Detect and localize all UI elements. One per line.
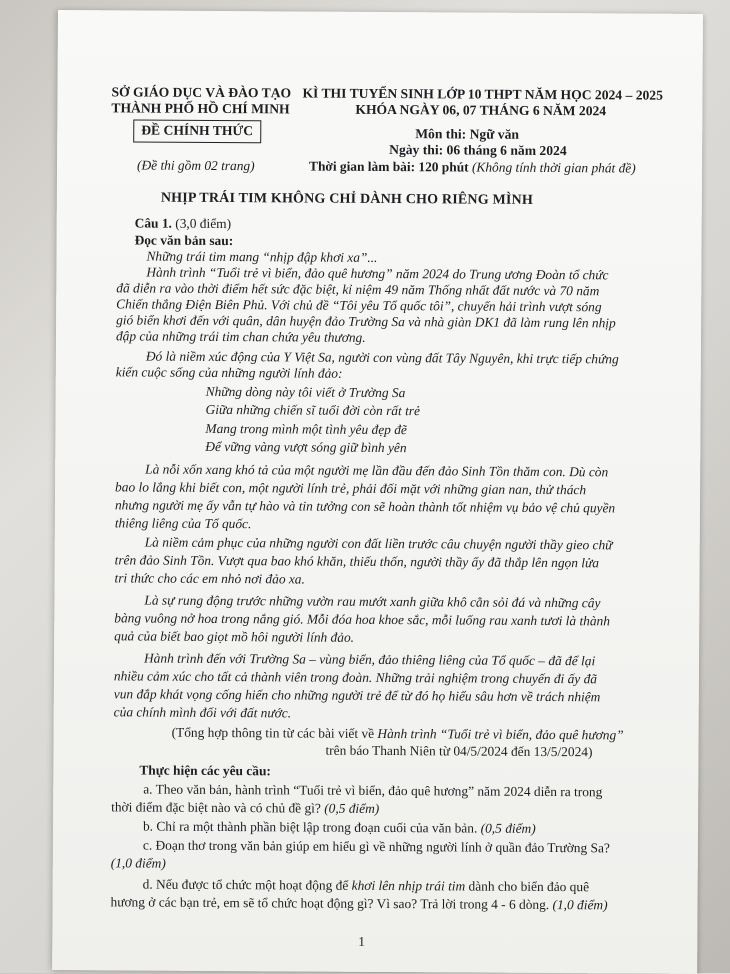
source-citation-dates: trên báo Thanh Niên từ 04/5/2024 đến 13/5/2024)	[325, 742, 593, 760]
passage-line: Hành trình đến với Trường Sa – vùng biển, đảo thiêng liêng của Tổ quốc – đã để lại	[143, 650, 596, 669]
passage-line: Chiến thắng Điện Biên Phủ. Với chủ đề “Tôi yêu Tổ quốc tôi”, chuyến hải trình vượt sóng	[116, 296, 602, 315]
city-name: THÀNH PHỐ HỒ CHÍ MINH	[111, 100, 290, 117]
question-1-label: Câu 1. (3,0 điểm)	[134, 215, 232, 232]
requirement-b: b. Chỉ ra một thành phần biệt lập trong đoạn cuối của văn bản. (0,5 điểm)	[142, 818, 536, 836]
passage-line: Đó là niềm xúc động của Y Việt Sa, người con vùng đất Tây Nguyên, khi trực tiếp chứng	[145, 348, 619, 367]
passage-line: bao lo lắng khi biết con, một người lính trẻ, phải đối mặt với những gian nan, thử thách	[115, 479, 587, 498]
exam-date: Ngày thi: 06 tháng 6 năm 2024	[389, 142, 567, 159]
passage-line: nhiều cảm xúc cho tất cả thành viên trong đoàn. Những trải nghiệm trong chuyến đi ấy đã	[113, 668, 598, 687]
page-number: 1	[358, 933, 366, 949]
official-label: ĐỀ CHÍNH THỨC	[141, 122, 254, 139]
poem-line: Những dòng này tôi viết ở Trường Sa	[205, 383, 406, 401]
department-name: SỞ GIÁO DỤC VÀ ĐÀO TẠO	[111, 84, 292, 101]
exam-paper	[52, 10, 703, 974]
poem-line: Mang trong mình một tình yêu đẹp đẽ	[205, 420, 407, 438]
exam-subject: Môn thi: Ngữ văn	[415, 126, 519, 142]
passage-line: nhưng người mẹ ấy vẫn tự hào và tin tưởng con sẽ hoàn thành tốt nhiệm vụ bảo vệ chủ quyền	[114, 497, 616, 516]
passage-line: tri thức cho các em nhỏ nơi đảo xa.	[114, 570, 305, 587]
passage-line: của chính mình đối với đất nước.	[113, 704, 292, 721]
passage-line: đã diễn ra vào thời điểm hết sức đặc biệt, kỉ niệm 49 năm Thống nhất đất nước và 70 năm	[116, 280, 600, 299]
requirement-d-cont: hương ở các bạn trẻ, em sẽ tổ chức hoạt động gì? Vì sao? Trả lời trong 4 - 6 dòng. (1,0 điểm)	[110, 894, 608, 913]
passage-line: gió biển khơi đến với quân, dân huyện đảo Trường Sa và nhà giàn DK1 đã làm rung lên nhịp	[116, 312, 616, 331]
passage-title: NHỊP TRÁI TIM KHÔNG CHỈ DÀNH CHO RIÊNG MÌNH	[160, 190, 534, 208]
passage-line: kiến cuộc sống của những người lính đảo:	[115, 364, 343, 381]
exam-time: Thời gian làm bài: 120 phút (Không tính thời gian phát đề)	[309, 158, 636, 176]
requirement-a-cont: thời điểm đặc biệt nào và có chủ đề gì? (0,5 điểm)	[111, 799, 380, 816]
passage-line: Là sự rung động trước những vườn rau mướt xanh giữa khô cằn sỏi đá và những cây	[144, 592, 601, 611]
passage-line: Là nỗi xốn xang khó tả của một người mẹ lần đầu đến đảo Sinh Tồn thăm con. Dù còn	[145, 461, 609, 480]
passage-line: Hành trình “Tuổi trẻ vì biển, đảo quê hương” năm 2024 do Trung ương Đoàn tổ chức	[146, 264, 609, 283]
exam-title: KÌ THI TUYỂN SINH LỚP 10 THPT NĂM HỌC 2024 – 2025	[302, 85, 663, 103]
poem-line: Để vững vàng vượt sóng giữ bình yên	[205, 438, 407, 456]
passage-line: quả của biết bao giọt mồ hôi người lính đảo.	[114, 628, 355, 645]
passage-line: đập của những trái tim chan chứa yêu thương.	[115, 328, 366, 345]
requirement-d: d. Nếu được tổ chức một hoạt động để khơi lên nhịp trái tim dành cho biển đảo quê	[142, 876, 590, 895]
passage-line: bàng vuông nở hoa trong nắng gió. Mỗi đóa hoa khoe sắc, mỗi luống rau xanh tươi là thành	[114, 610, 611, 629]
requirement-a: a. Theo văn bản, hành trình “Tuổi trẻ vì biển, đảo quê hương” năm 2024 diễn ra trong	[143, 781, 603, 800]
requirements-heading: Thực hiện các yêu cầu:	[139, 762, 271, 779]
requirement-c: c. Đoạn thơ trong văn bản giúp em hiểu gì về những người lính ở quần đảo Trường Sa?	[142, 837, 610, 856]
passage-line: thiêng liêng của Tổ quốc.	[114, 515, 252, 532]
passage-line: vun đắp khát vọng cống hiến cho những người trẻ để từ đó họ hiểu sâu hơn về trách nhiệm	[113, 686, 601, 705]
pages-note: (Đề thi gồm 02 trang)	[137, 157, 255, 174]
poem-line: Giữa những chiến sĩ tuổi đời còn rất trẻ	[205, 401, 421, 419]
passage-intro: Những trái tim mang “nhịp đập khơi xa”...	[146, 248, 378, 265]
passage-line: trên đảo Sinh Tồn. Vượt qua bao khó khăn, thiếu thốn, người thầy ấy đã thắp lên ngọn lửa	[114, 552, 600, 571]
exam-session: KHÓA NGÀY 06, 07 THÁNG 6 NĂM 2024	[355, 101, 607, 119]
passage-line: Là niềm cảm phục của những người con đất liền trước câu chuyện người thầy gieo chữ	[144, 534, 613, 553]
source-citation: (Tổng hợp thông tin từ các bài viết về Hành trình “Tuổi trẻ vì biển, đảo quê hương”	[171, 724, 624, 743]
requirement-c-points: (1,0 điểm)	[110, 855, 166, 871]
read-instruction: Đọc văn bản sau:	[134, 232, 234, 249]
